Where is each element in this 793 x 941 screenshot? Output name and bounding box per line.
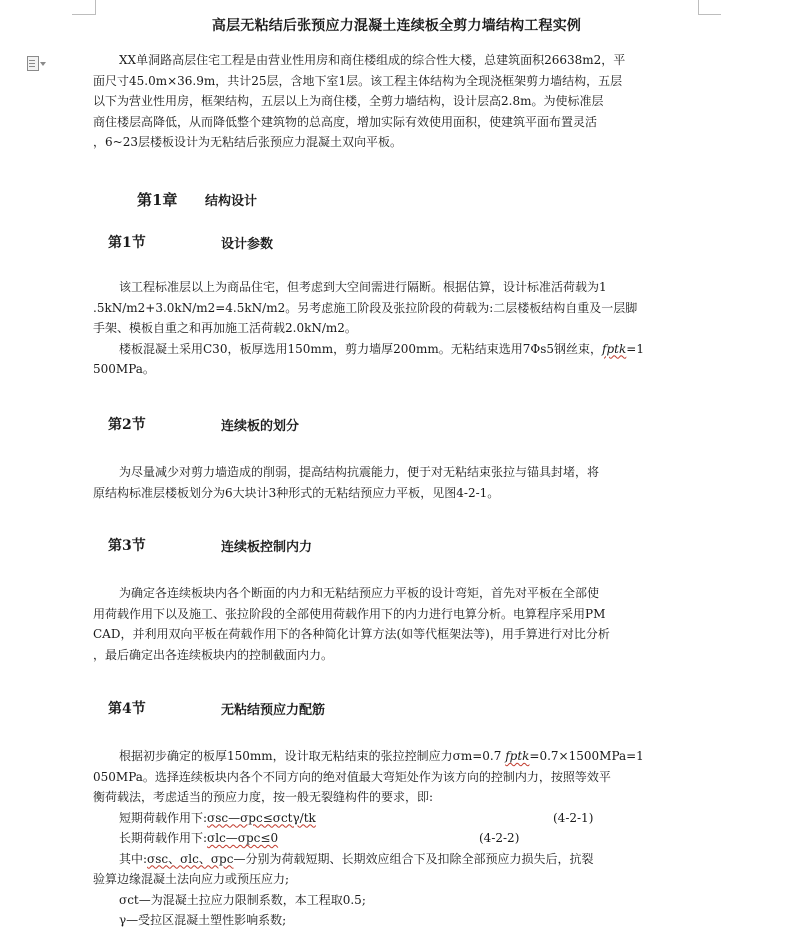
section-name: 设计参数	[221, 237, 274, 252]
section-number: 第1节	[108, 235, 146, 251]
section-2-paragraph	[93, 462, 705, 503]
text-line: 500MPa。	[93, 362, 155, 376]
text-line: 用荷载作用下以及施工、张拉阶段的全部使用荷载作用下的内力进行电算分析。电算程序采用PM	[93, 606, 606, 621]
text-line: 衡荷载法，考虑适当的预应力度，按一般无裂缝构件的要求，即:	[93, 790, 434, 804]
section-name: 连续板控制内力	[221, 540, 313, 555]
section-number: 第3节	[108, 538, 146, 554]
section-1-paragraph	[93, 277, 705, 380]
document-title: 高层无粘结后张预应力混凝土连续板全剪力墙结构工程实例	[211, 18, 582, 34]
symbol-list: σsc、σlc、σpc	[147, 851, 234, 866]
equation-number: (4-2-1)	[553, 810, 594, 825]
section-number: 第2节	[108, 417, 146, 433]
crop-mark-top-right	[698, 0, 721, 15]
section-name: 无粘结预应力配筋	[221, 703, 326, 718]
text-line: .5kN/m2+3.0kN/m2=4.5kN/m2。另考虑施工阶段及张拉阶段的荷载为:二层楼板结构自重及一层脚	[93, 300, 638, 315]
fptk-symbol: fptk	[505, 749, 530, 763]
text-line: CAD，并利用双向平板在荷载作用下的各种简化计算方法(如等代框架法等)，用手算进行对比分析	[93, 627, 610, 641]
text-line: 商住楼层高降低，从而降低整个建筑物的总高度，增加实际有效使用面积，使建筑平面布置灵活	[93, 114, 598, 129]
text-line: 楼板混凝土采用C30，板厚选用150mm，剪力墙厚200mm。无粘结束选用7Φs5钢丝束，fptk=1	[119, 341, 644, 356]
intro-paragraph	[93, 50, 705, 153]
text-line: ，6~23层楼板设计为无粘结后张预应力混凝土双向平板。	[93, 135, 402, 149]
text-line: 其中:σsc、σlc、σpc—分别为荷载短期、长期效应组合下及扣除全部预应力损失后，抗裂	[119, 851, 594, 866]
section-heading	[108, 535, 313, 555]
text-line: 为尽量减少对剪力墙造成的削弱，提高结构抗震能力，便于对无粘结束张拉与锚具封堵，将	[119, 465, 600, 479]
fptk-symbol: fptk	[602, 341, 627, 356]
text-line: ，最后确定出各连续板块内的控制截面内力。	[93, 647, 334, 662]
text-line: 根据初步确定的板厚150mm，设计取无粘结束的张拉控制应力σm=0.7 fptk=0.7×1500MPa=1	[119, 749, 644, 763]
text-line: 原结构标准层楼板划分为6大块计3种形式的无粘结预应力平板，见图4-2-1。	[93, 485, 500, 500]
text-line: XX单洞路高层住宅工程是由营业性用房和商住楼组成的综合性大楼，总建筑面积26638m2，平	[119, 53, 626, 67]
section-name: 连续板的划分	[221, 419, 300, 434]
text-line: σct—为混凝土拉应力限制系数，本工程取0.5;	[119, 892, 366, 907]
equation-line: 短期荷载作用下:σsc—σpc≤σctγ/tk (4-2-1)	[93, 808, 705, 829]
equation-line: 长期荷载作用下:σlc—σpc≤0 (4-2-2)	[93, 828, 705, 849]
text-line: 以下为营业性用房，框架结构，五层以上为商住楼，全剪力墙结构，设计层高2.8m。为使标准层	[93, 94, 604, 108]
equation-long-term: σlc—σpc≤0	[207, 831, 279, 845]
text-line: 050MPa。选择连续板块内各个不同方向的绝对值最大弯矩处作为该方向的控制内力，按照等效平	[93, 769, 611, 784]
text-line: 为确定各连续板块内各个断面的内力和无粘结预应力平板的设计弯矩，首先对平板在全部使	[119, 586, 600, 600]
paragraph-options-icon[interactable]	[26, 56, 44, 72]
crop-mark-top-left	[72, 0, 96, 15]
text-line: 手架、模板自重之和再加施工活荷载2.0kN/m2。	[93, 321, 357, 335]
text-line: 验算边缘混凝土法向应力或预压应力;	[93, 872, 290, 886]
equation-short-term: σsc—σpc≤σctγ/tk	[207, 810, 316, 825]
section-heading	[108, 414, 300, 434]
text-line: γ—受拉区混凝土塑性影响系数;	[119, 913, 287, 927]
section-3-paragraph	[93, 583, 705, 665]
section-heading	[108, 232, 274, 252]
chapter-number: 第1章	[137, 191, 178, 209]
chapter-name: 结构设计	[205, 194, 258, 209]
equation-number: (4-2-2)	[479, 831, 520, 845]
section-number: 第4节	[108, 701, 146, 717]
chapter-heading	[137, 189, 258, 210]
section-heading	[108, 698, 326, 718]
text-line: 面尺寸45.0m×36.9m，共计25层，含地下室1层。该工程主体结构为全现浇框架剪力墙结构，五层	[93, 73, 623, 88]
text-line: 该工程标准层以上为商品住宅，但考虑到大空间需进行隔断。根据估算，设计标准活荷载为1	[119, 280, 607, 294]
section-4-paragraph	[93, 746, 705, 931]
